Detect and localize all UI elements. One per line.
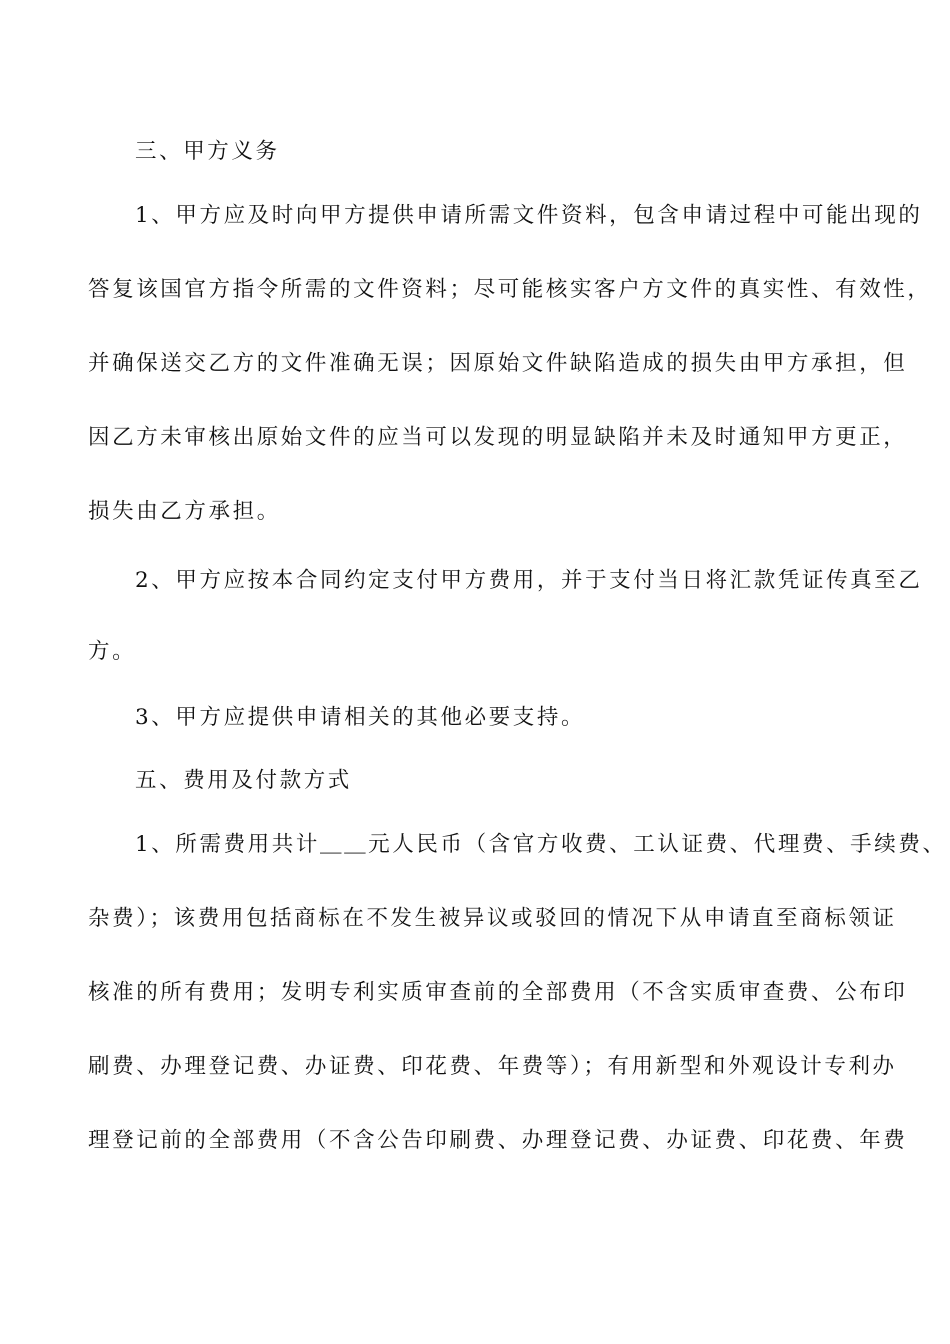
paragraph-line: 核准的所有费用；发明专利实质审查前的全部费用（不含实质审查费、公布印 <box>88 980 908 1005</box>
paragraph-line: 因乙方未审核出原始文件的应当可以发现的明显缺陷并未及时通知甲方更正， <box>88 425 908 450</box>
paragraph-line: 方。 <box>88 639 137 664</box>
paragraph-line: 损失由乙方承担。 <box>88 499 281 524</box>
paragraph-line: 3、甲方应提供申请相关的其他必要支持。 <box>135 705 586 730</box>
paragraph-line: 理登记前的全部费用（不含公告印刷费、办理登记费、办证费、印花费、年费 <box>88 1128 908 1153</box>
paragraph-line: 并确保送交乙方的文件准确无误；因原始文件缺陷造成的损失由甲方承担，但 <box>88 351 908 376</box>
paragraph-line: 1、甲方应及时向甲方提供申请所需文件资料，包含申请过程中可能出现的 <box>135 203 923 228</box>
section-heading-fees: 五、费用及付款方式 <box>135 768 352 793</box>
section-heading-obligations: 三、甲方义务 <box>135 139 280 164</box>
paragraph-line: 刷费、办理登记费、办证费、印花费、年费等）；有用新型和外观设计专利办 <box>88 1054 897 1079</box>
paragraph-line: 1、所需费用共计＿＿元人民币（含官方收费、工认证费、代理费、手续费、 <box>135 832 947 857</box>
paragraph-line: 2、甲方应按本合同约定支付甲方费用，并于支付当日将汇款凭证传真至乙 <box>135 568 923 593</box>
paragraph-line: 答复该国官方指令所需的文件资料；尽可能核实客户方文件的真实性、有效性， <box>88 277 932 302</box>
paragraph-line: 杂费）；该费用包括商标在不发生被异议或驳回的情况下从申请直至商标领证 <box>88 906 897 931</box>
